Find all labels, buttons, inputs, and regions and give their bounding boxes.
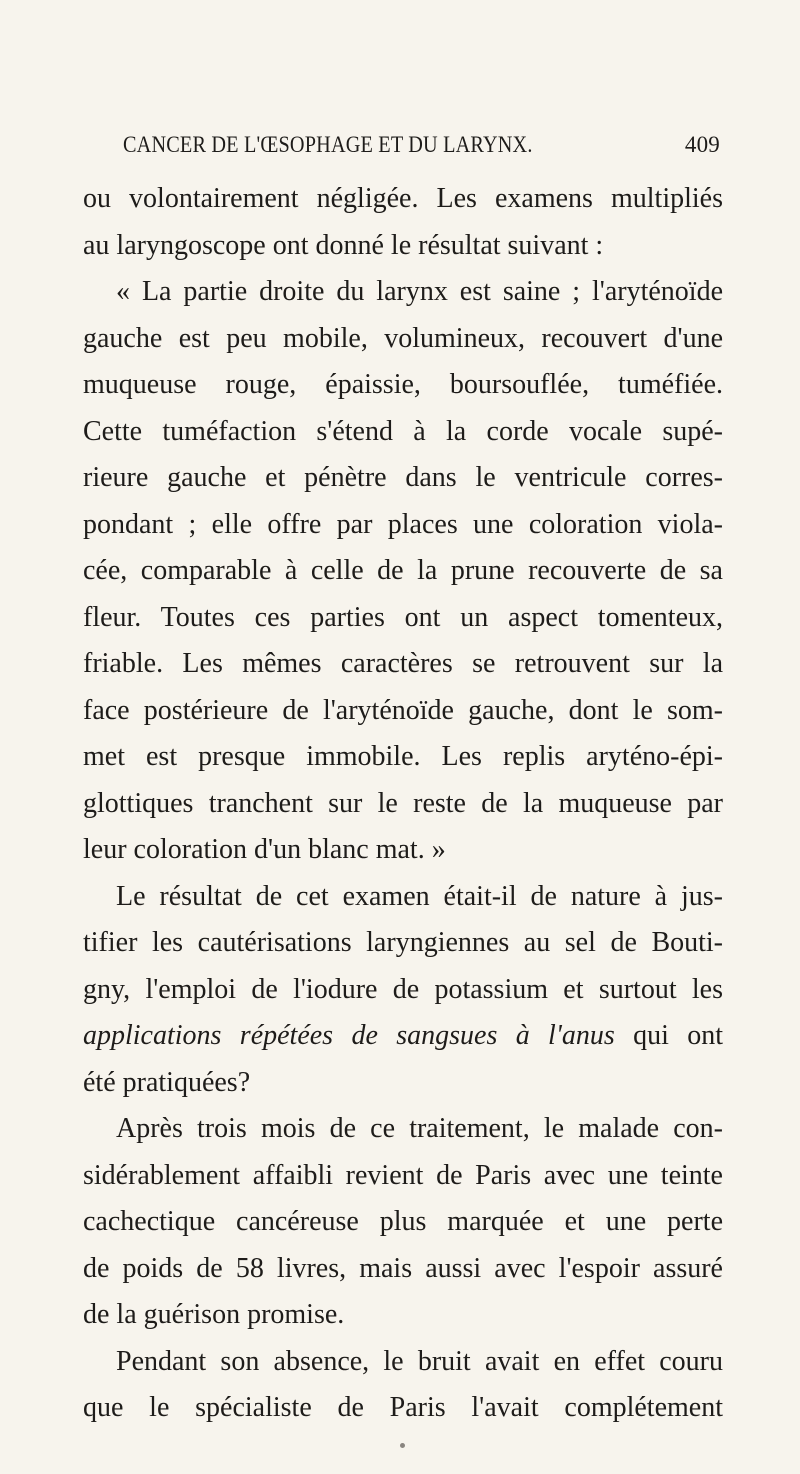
text-line: gny, l'emploi de l'iodure de potassium et surtout les [83, 973, 723, 1005]
text-line: gauche est peu mobile, volumineux, recouvert d'une [83, 322, 723, 354]
text-line: Cette tuméfaction s'étend à la corde vocale supé- [83, 415, 723, 447]
text-line [83, 1013, 723, 1060]
text-line: rieure gauche et pénètre dans le ventricule corres- [83, 462, 723, 493]
text-line: cée, comparable à celle de la prune recouverte de sa [83, 555, 723, 586]
text-line: face postérieure de l'aryténoïde gauche, dont le som- [83, 694, 723, 726]
text-line: de poids de 58 livres, mais aussi avec l'espoir assuré [83, 1252, 723, 1284]
text-line: « La partie droite du larynx est saine ; l'aryténoïde [116, 276, 723, 307]
text-line: Pendant son absence, le bruit avait en effet couru [116, 1345, 723, 1377]
text-fragment: qui ont [614, 1020, 724, 1051]
italic-phrase: applications répétées de sangsues à l'anus [83, 1020, 615, 1051]
text-line: cachectique cancéreuse plus marquée et une perte [83, 1206, 723, 1237]
running-title: CANCER DE L'ŒSOPHAGE ET DU LARYNX. [123, 132, 533, 157]
text-line: met est presque immobile. Les replis aryténo-épi- [83, 741, 723, 772]
text-line: Le résultat de cet examen était-il de nature à jus- [116, 880, 723, 912]
text-line: pondant ; elle offre par places une coloration viola- [83, 508, 723, 540]
text-line: sidérablement affaibli revient de Paris avec une teinte [83, 1159, 723, 1191]
page-number: 409 [684, 132, 720, 157]
body-text [83, 176, 723, 1432]
text-line: glottiques tranchent sur le reste de la muqueuse par [83, 787, 723, 819]
text-line: fleur. Toutes ces parties ont un aspect tomenteux, [83, 601, 723, 633]
text-line: muqueuse rouge, épaissie, boursouflée, tuméfiée. [83, 369, 723, 400]
text-line: leur coloration d'un blanc mat. » [83, 834, 446, 865]
text-line: tifier les cautérisations laryngiennes au sel de Bouti- [83, 927, 723, 958]
text-line: été pratiquées? [83, 1066, 251, 1098]
text-line: ou volontairement négligée. Les examens multipliés [83, 183, 723, 214]
running-head [123, 132, 720, 172]
text-line: Après trois mois de ce traitement, le malade con- [116, 1113, 723, 1144]
text-line: de la guérison promise. [83, 1299, 345, 1330]
ink-speck [400, 1443, 405, 1448]
text-line: que le spécialiste de Paris l'avait complétement [83, 1392, 723, 1423]
text-line: friable. Les mêmes caractères se retrouvent sur la [83, 648, 723, 679]
text-line: au laryngoscope ont donné le résultat suivant : [83, 229, 604, 261]
